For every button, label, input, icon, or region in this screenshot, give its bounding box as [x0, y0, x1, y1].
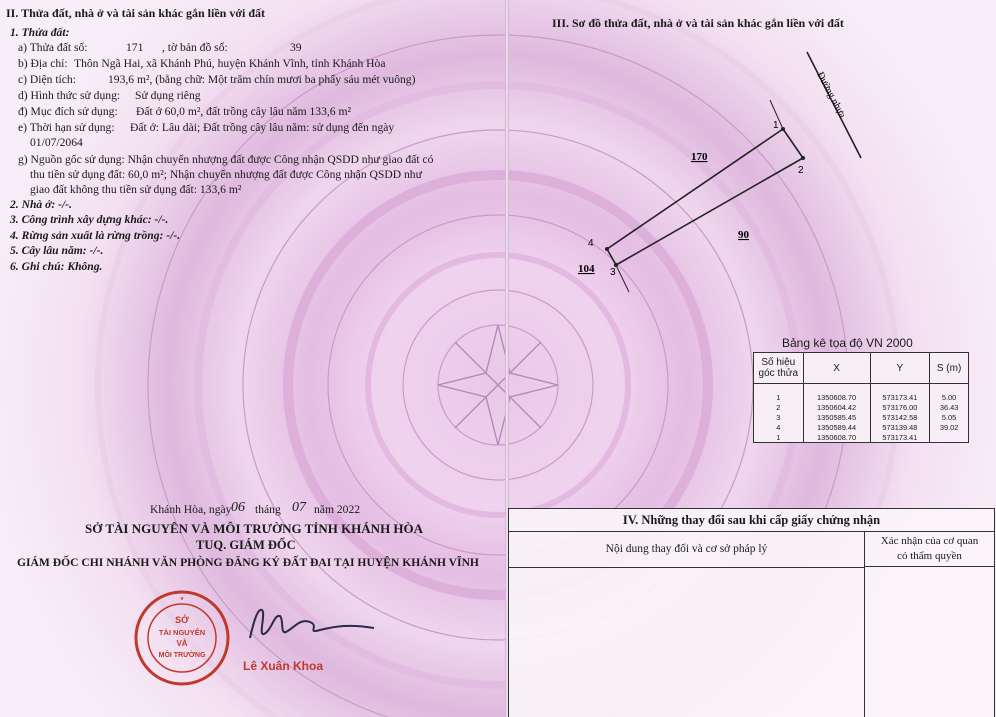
- coordinate-table: [753, 352, 969, 443]
- cell-y: 573142.58: [870, 412, 930, 422]
- tuq-title: TUQ. GIÁM ĐỐC: [196, 538, 296, 552]
- cell-x: 1350604.42: [803, 402, 870, 412]
- table-row: [754, 412, 969, 422]
- section-3-title: III. Sơ đồ thửa đất, nhà ở và tài sản khác gắn liền với đất: [552, 16, 844, 30]
- date-day: 06: [231, 500, 245, 515]
- perennial-item: 5. Cây lâu năm: -/-.: [10, 244, 104, 257]
- cell-vertex: 1: [754, 432, 804, 443]
- parcel-label: a) Thửa đất số:: [18, 41, 88, 54]
- cell-y: 573176.00: [870, 402, 930, 412]
- parcel-edge-2-3: [616, 158, 803, 265]
- address-value: Thôn Ngã Hai, xã Khánh Phú, huyện Khánh Vĩnh, tỉnh Khánh Hòa: [74, 57, 386, 70]
- cell-s: 36.43: [930, 402, 969, 412]
- vertex-1: [781, 127, 785, 131]
- vertex-2: [801, 156, 805, 160]
- svg-text:★: ★: [179, 596, 185, 602]
- origin-line-3: giao đất không thu tiền sử dụng đất: 133,6 m²: [30, 183, 242, 196]
- date-month-label: tháng: [255, 503, 281, 516]
- date-prefix: Khánh Hòa, ngày: [150, 503, 232, 516]
- cell-vertex: 3: [754, 412, 804, 422]
- cell-y: 573139.48: [870, 422, 930, 432]
- cell-s: 5.00: [930, 384, 969, 403]
- neighbor-104: 104: [578, 263, 595, 275]
- vertex-label-4: 4: [588, 238, 594, 249]
- usage-form-value: Sử dụng riêng: [135, 89, 201, 102]
- parcel-edge-3-4: [607, 249, 616, 265]
- parcel-edge-4-1: [607, 129, 783, 249]
- term-label: e) Thời hạn sử dụng:: [18, 121, 115, 134]
- house-item: 2. Nhà ở: -/-.: [10, 198, 72, 211]
- signer-name: Lê Xuân Khoa: [243, 659, 324, 673]
- agency-name: SỞ TÀI NGUYÊN VÀ MÔI TRƯỜNG TỈNH KHÁNH HÒA: [85, 521, 424, 536]
- parcel-edge-1-2: [783, 129, 803, 158]
- parcel-sketch: [560, 40, 890, 310]
- date-year: năm 2022: [314, 503, 361, 516]
- neighbor-170: 170: [691, 151, 708, 163]
- cell-x: 1350585.45: [803, 412, 870, 422]
- map-label: , tờ bản đồ số:: [162, 41, 228, 54]
- purpose-label: đ) Mục đích sử dụng:: [18, 105, 118, 118]
- cell-vertex: 4: [754, 422, 804, 432]
- svg-text:SỞ: SỞ: [175, 615, 189, 625]
- svg-text:TÀI NGUYÊN: TÀI NGUYÊN: [158, 628, 206, 637]
- confirmation-line-2: có thẩm quyền: [897, 550, 962, 562]
- origin-line-1: g) Nguồn gốc sử dụng: Nhận chuyển nhượng đất được Công nhận QSDD như giao đất có: [18, 153, 434, 166]
- area-value: 193,6 m², (bằng chữ: Một trăm chín mươi ba phẩy sáu mét vuông): [108, 73, 416, 86]
- vertex-label-1: 1: [773, 120, 779, 131]
- confirmation-line-1: Xác nhận của cơ quan: [880, 535, 979, 547]
- construction-item: 3. Công trình xây dựng khác: -/-.: [10, 213, 169, 226]
- address-label: b) Địa chỉ:: [18, 57, 68, 70]
- svg-text:VÀ: VÀ: [176, 639, 188, 648]
- cell-y: 573173.41: [870, 384, 930, 403]
- area-label: c) Diện tích:: [18, 73, 76, 86]
- cell-x: 1350589.44: [803, 422, 870, 432]
- usage-form-label: d) Hình thức sử dụng:: [18, 89, 121, 102]
- term-date: 01/07/2064: [30, 136, 83, 149]
- neighbor-90: 90: [738, 229, 749, 241]
- forest-item: 4. Rừng sản xuất là rừng trồng: -/-.: [10, 229, 181, 242]
- table-row: [754, 432, 969, 443]
- cell-vertex: 2: [754, 402, 804, 412]
- origin-line-2: thu tiền sử dụng đất: 60,0 m²; Nhận chuyển nhượng đất được Công nhận QSDD như: [30, 168, 422, 181]
- term-value: Đất ở: Lâu dài; Đất trồng cây lâu năm: sử dụng đến ngày: [130, 121, 395, 134]
- coord-header-y: Y: [870, 353, 930, 384]
- vertex-label-3: 3: [610, 267, 616, 278]
- cell-s: [930, 432, 969, 443]
- cell-y: 573173.41: [870, 432, 930, 443]
- vertex-label-2: 2: [798, 165, 804, 176]
- section-4-title: IV. Những thay đổi sau khi cấp giấy chứng nhận: [509, 509, 994, 532]
- coord-header-vertex: Số hiệu góc thửa: [754, 353, 804, 384]
- handwritten-signature: [240, 600, 380, 650]
- date-month: 07: [292, 500, 306, 515]
- table-row: [754, 384, 969, 403]
- table-row: [754, 422, 969, 432]
- cell-x: 1350608.70: [803, 384, 870, 403]
- notes-item: 6. Ghi chú: Không.: [10, 260, 103, 273]
- cell-s: 5.05: [930, 412, 969, 422]
- coord-header-s: S (m): [930, 353, 969, 384]
- boundary-line-south: [616, 265, 629, 292]
- svg-text:MÔI TRƯỜNG: MÔI TRƯỜNG: [158, 652, 206, 659]
- purpose-value: Đất ở 60,0 m², đất trồng cây lâu năm 133,6 m²: [136, 105, 351, 118]
- cell-s: 39.02: [930, 422, 969, 432]
- changes-table: [508, 508, 995, 717]
- section-2-title: II. Thửa đất, nhà ở và tài sản khác gắn liền với đất: [6, 6, 266, 20]
- changes-header-confirmation: [865, 531, 994, 567]
- coord-header-x: X: [803, 353, 870, 384]
- item-1-heading: 1. Thửa đất:: [10, 26, 70, 39]
- map-number: 39: [290, 41, 302, 54]
- road-label: Đường nhựa: [814, 70, 848, 120]
- parcel-number: 171: [126, 41, 144, 54]
- coord-table-title: Bảng kê tọa độ VN 2000: [782, 336, 913, 350]
- cell-x: 1350608.70: [803, 432, 870, 443]
- official-seal: [132, 588, 232, 688]
- director-title: GIÁM ĐỐC CHI NHÁNH VĂN PHÒNG ĐĂNG KÝ ĐẤT ĐAI TẠI HUYỆN KHÁNH VĨNH: [17, 556, 479, 569]
- cell-vertex: 1: [754, 384, 804, 403]
- vertex-4: [605, 247, 609, 251]
- changes-header-content: Nội dung thay đổi và cơ sở pháp lý: [509, 531, 864, 568]
- table-row: [754, 402, 969, 412]
